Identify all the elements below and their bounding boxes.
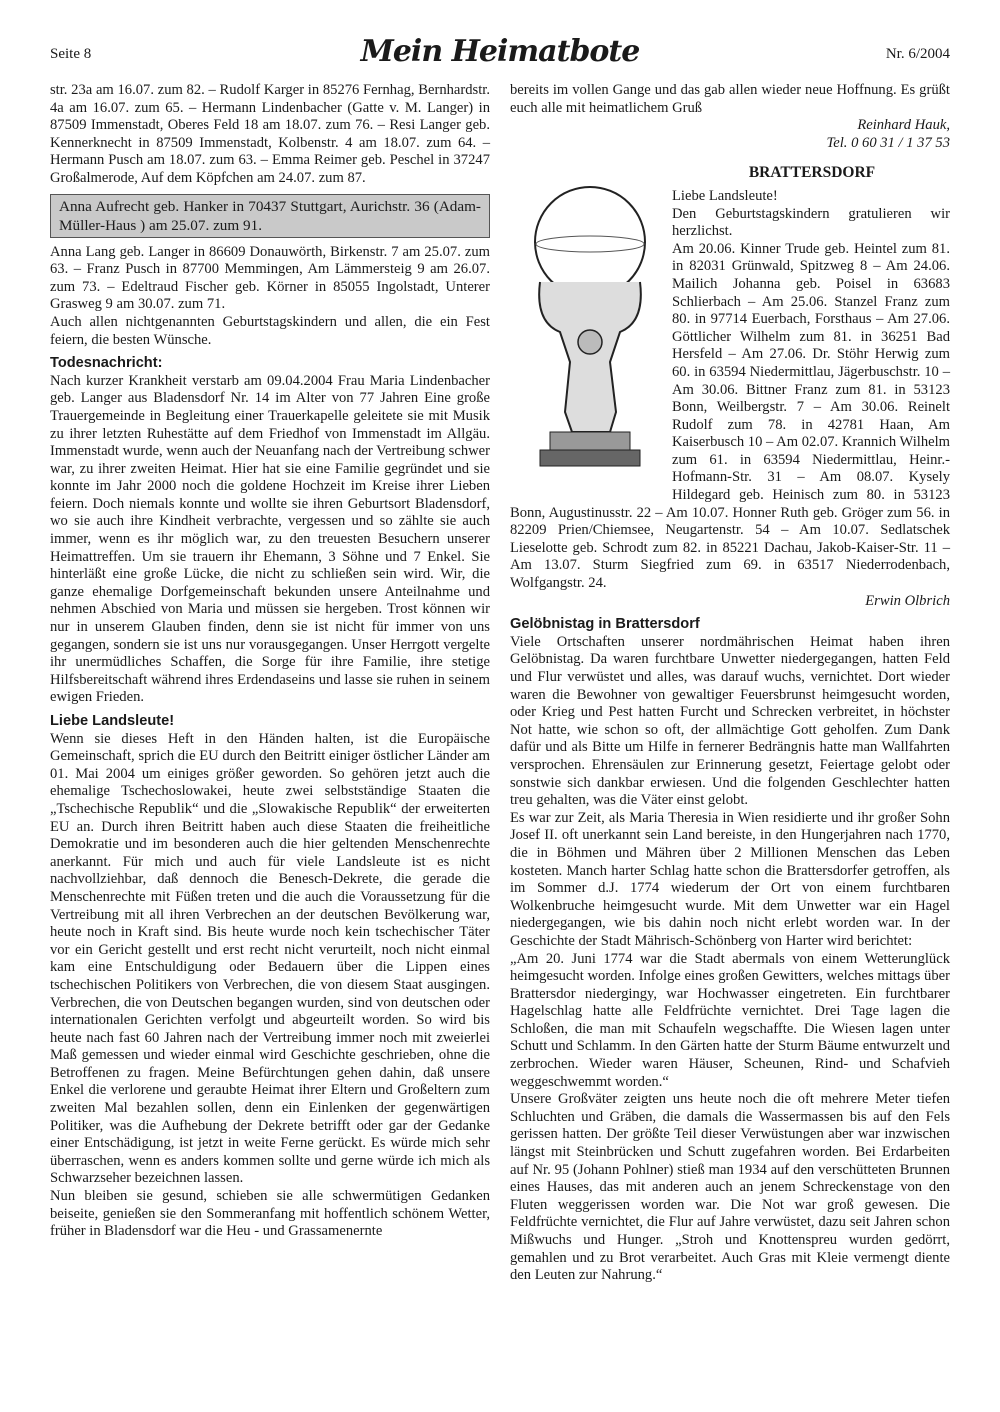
highlight-box: Anna Aufrecht geb. Hanker in 70437 Stuttgart, Aurichstr. 36 (Adam-Müller-Haus ) am 25.07. zum 91.	[50, 194, 490, 238]
letter-closing-continued: bereits im vollen Gange und das gab allen wieder neue Hoffnung. Es grüßt euch alle mit heimatlichem Gruß	[510, 82, 950, 116]
page-number: Seite 8	[50, 46, 92, 62]
brattersdorf-birthday-list: Am 20.06. Kinner Trude geb. Heintel zum 81. in 82031 Grünwald, Spitzweg 8 – Am 24.06. Mailich Johanna geb. Poisel in 63683 Schlierbach – Am 25.06. Stanzel Franz zum 80. in 97714 Euerbach, Forsthaus – Am 27.06. Göttlicher Wilhelm zum 81. in 36251 Bad Hersfeld – Am 27.06. Dr. Stöhr Herwig zum 60. in 63594 Niedermittlau, Jägerbuschstr. 10 – Am 30.06. Bittner Franz zum 81. in 53123 Bonn, Weilbergstr. 7 – Am 30.06. Reinelt Rudolf zum 78. in 42781 Haan, Am Kaiserbusch 10 – Am 02.07. Krannich Wilhelm zum 61. in 63594 Niedermittlau, Heinr.-Hofmann-Str. 31 – Am 08.07. Kysely Hildegard geb. Heinisch zum 80. in 53123 Bonn, Augustinusstr. 22 – Am 10.07. Honner Ruth geb. Gröger zum 56. in 82209 Prien/Chiemsee, Neugartenstr. 54 – Am 10.07. Sedlatschek Lieselotte geb. Schrodt zum 82. in 85221 Dachau, Jakob-Kaiser-Str. 11 – Am 13.07. Sturm Siegfried zum 69. in 63517 Niederrodenbach, Wolfgangstr. 24.	[510, 240, 951, 592]
birthday-list-continued: str. 23a am 16.07. zum 82. – Rudolf Karger in 85276 Fernhag, Bernhardstr. 4a am 16.07. zum 65. – Hermann Lindenbacher (Gatte v. M. Langer) in 87509 Immenstadt, Oberes Feld 18 am 18.07. zum 76. – Resi Langer geb. Kennerknecht in 87509 Immenstadt, Kolbenstr. 4 am 18.07. zum 64. – Hermann Pusch am 18.07. zum 63. – Emma Reimer geb. Peschel in 37247 Großalmerode, Auf dem Köpfchen am 24.07. zum 87.	[50, 82, 490, 186]
section-title-brattersdorf: BRATTERSDORF	[748, 164, 876, 182]
signature-phone: Tel. 0 60 31 / 1 37 53	[826, 134, 950, 151]
issue-number: Nr. 6/2004	[885, 46, 950, 62]
signature-olbrich: Erwin Olbrich	[865, 592, 950, 609]
obituary-text: Nach kurzer Krankheit verstarb am 09.04.2004 Frau Maria Lindenbacher geb. Langer aus Bladensdorf Nr. 14 im Alter von 77 Jahren Eine große Trauergemeinde in Begleitung einer Trauerkapelle geleitete sie mit Musik zu ihrer letzten Ruhestätte auf dem Friedhof von Immenstadt im Allgäu. Immenstadt wurde, wenn auch der Neuanfang nach der Vertreibung schwer war, zu ihrer zweiten Heimat. Hier hat sie eine Familie gegründet und sie konnte im Jahr 2000 noch die goldene Hochzeit im Kreise ihrer Lieben feiern. Doch niemals konnte und wollte sie ihren Geburtsort Bladensdorf, wo sie auch ihre Kindheit verbrachte, vergessen und so zählte sie auch immer, wenn es ihr möglich war, zu den treuesten Besuchern unserer Heimattreffen. Um sie trauern ihr Ehemann, 3 Söhne und 7 Enkel. Sie hinterläßt eine große Lücke, die nicht zu schließen sein wird. Wir, die ganze ehemalige Dorfgemeinschaft bekunden unsere Anteilnahme und nehmen Abschied von Maria und müssen sie hergeben. Trost können wir nur in unserem Glauben finden, denn sie ist nicht für immer von uns gegangen, sondern sie ist uns nur vorausgegangen. Unser Herrgott vergelte ihr unermüdliches Schaffen, die Sorge für ihre Familie, ihre stetige Hilfsbereitschaft während ihres Erdendaseins und lasse sie ruhen in seinem ewigen Frieden.	[50, 372, 490, 706]
letter-closing: Nun bleiben sie gesund, schieben sie alle schwermütigen Gedanken beiseite, genießen sie den Sommeranfang mit hoffentlich schönem Wetter, früher in Bladensdorf war die Heu - und Grassamenernte	[50, 1188, 490, 1240]
quote-text: „Am 20. Juni 1774 war die Stadt abermals von einem Wetterunglück heimgesucht worden. Infolge eines großen Gewitters, welches mittags über Brattersdor niedergingy, war Hochwasser eingetreten. Ein furchtbarer Hagelschlag hatte alle Feldfrüchte vernichtet. Drei Tage lagen die Schloßen, die man mit Schaufeln wegschaffte. Die Wiesen lagen unter Schutt und Schlamm. In den Gärten hatte der Sturm Bäume entwurzelt und zerbrochen. Wieder waren Häuser, Scheunen, Rind- und Schafvieh weggeschwemmt worden.“	[510, 950, 950, 1090]
right-column	[510, 82, 950, 1285]
vow-day-heading: Gelöbnistag in Brattersdorf	[510, 616, 700, 633]
signature-name: Reinhard Hauk,	[857, 117, 950, 134]
aftermath-text: Unsere Großväter zeigten uns heute noch die oft mehrere Meter tiefen Schluchten und Gräben, die damals die Wassermassen bis auf den Fels gerissen hatten. Der größte Teil dieser Verwüstungen aber war inzwischen längst mit Steinbrücken und Schutt zugefahren worden. Bei Erdarbeiten auf Nr. 95 (Johann Pohlner) stieß man 1934 auf den verschütteten Brunnen eines Hauses, das mit anderen auch an jenem Schreckenstage von den Fluten weggerissen worden war. Die Not war groß gewesen. Die Feldfrüchte vernichtet, die Flur auf Jahre verwüstet, dazu seit Jahren schon Mißwuchs und Hunger. „Stroh und Knottenspreu wurden gedörrt, gemahlen und zu Brot verarbeitet. Auch Gras mit Kleie vermengt diente den Leuten zur Nahrung.“	[510, 1091, 950, 1284]
greeting-intro: Den Geburtstagskindern gratulieren wir herzlichst.	[672, 205, 950, 240]
vow-day-text: Viele Ortschaften unserer nordmährischen Heimat haben ihren Gelöbnistag. Da waren furchtbare Unwetter niedergegangen, hatten Feld und Flur verwüstet und alles, was darauf wuchs, vernichtet. Dort wieder waren die Bewohner von gewaltiger Feuersbrunst heimgesucht worden, oder Krieg und Pest hatten Furcht und Schrecken verbreitet, in höchster Not hatte, wie schon so oft, der allmächtige Gott geholfen. Zum Dank dafür und als Bitte um Hilfe in fernerer Bedrängnis hatte man Wallfahrten versprochen. Ehrensäulen zur Erinnerung gesetzt, Feiertage gelobt oder sonstwie sich dankbar erwiesen. Und die folgenden Geschlechter hatten treu gehalten, was die Väter einst gelobt.	[510, 633, 950, 809]
general-wishes: Auch allen nichtgenannten Geburtstagskindern und allen, die ein Fest feiern, die besten Wünsche.	[50, 313, 490, 348]
letter-heading: Liebe Landsleute!	[50, 713, 175, 729]
obituary-heading: Todesnachricht:	[50, 355, 163, 372]
atlas-statue-illustration	[510, 182, 672, 487]
masthead-logo: Mein Heimatbote	[360, 34, 640, 69]
birthday-list-more: Anna Lang geb. Langer in 86609 Donauwörth, Birkenstr. 7 am 25.07. zum 63. – Franz Pusch in 87700 Memmingen, Am Lämmersteig 9 am 26.07. zum 73. – Edeltraud Fischer geb. Körner in 85055 Ingolstadt, Unterer Grasweg 9 am 30.07. zum 71.	[50, 243, 490, 313]
left-column	[50, 82, 490, 1241]
letter-text: Wenn sie dieses Heft in den Händen halten, ist die Europäische Gemeinschaft, sprich die EU durch den Beitritt einiger östlicher Länder am 01. Mai 2004 um einiges größer geworden. So gehören jetzt auch die ehemalige Tschechoslowakei, heute zwei selbstständige Staaten die „Tschechische Republik“ und die „Slowakische Republik“ der erweiterten EU an. Durch ihren Beitritt haben auch diese Staaten die freiheitliche Demokratie und im besonderen auch die hier geltenden Menschenrechte anerkannt. Für mich und auch für viele Landsleute ist es nicht nachvollziehbar, daß dennoch die Benesch-Dekrete, die gerade die Menschenrechte mit Füßen treten und die auch die Voraussetzung für die Vertreibung mit all ihren Verbrechen an der deutschen Bevölkerung war, heute noch in Kraft sind. Bis heute wurde noch kein tschechischer Täter vor ein Gericht gestellt und erst recht nicht verurteilt, noch nicht einmal kam eine Entschuldigung oder Bedauern über die Lippen eines tschechischen Politikers von Verbrechen, die von diesem Staat ausgingen. Verbrechen, die von Deutschen begangen wurden, sind von deutschen oder internationalen Gerichten verfolgt und abgeurteilt worden. So wird bis heute nach fast 60 Jahren nach der Vertreibung immer noch mit zweierlei Maß gemessen und wieder einmal wird Geschichte geschrieben, ohne die Betroffenen zu fragen. Meine Befürchtungen gehen dahin, daß unsere Enkel die verlorene und geraubte Heimat ihrer Eltern und Großeltern zum zweiten Mal bezahlen sollen, denn ein Einlenken der gegenwärtigen Politiker, was die Aufhebung der Dekrete betrifft oder gar der Gedanke einer Entschädigung, ist jetzt in weite Ferne gerückt. Es würde mich sehr überraschen, wenn es anders kommen sollte und gerne würde ich mich als Schwarzseher bezeichnen lassen.	[50, 730, 490, 1187]
history-text: Es war zur Zeit, als Maria Theresia in Wien residierte und ihr großer Sohn Josef II. oft unerkannt sein Land bereiste, in den Hungerjahren nach 1770, die in Böhmen und Mähren über 2 Millionen Menschen das Leben kosteten. Manch harter Schlag hatte schon die Brattersdorfer getroffen, als im Sommer d.J. 1774 wiederum der Ort von einem furchtbaren Wolkenbruche heimgesucht wurde. Mit dem Unwetter war ein Hagel niedergegangen, wie bis dahin noch nicht erlebt worden war. In der Geschichte der Stadt Mährisch-Schönberg von Harter wird berichtet:	[510, 809, 950, 949]
greeting: Liebe Landsleute!	[672, 187, 778, 204]
page-header	[50, 30, 950, 74]
